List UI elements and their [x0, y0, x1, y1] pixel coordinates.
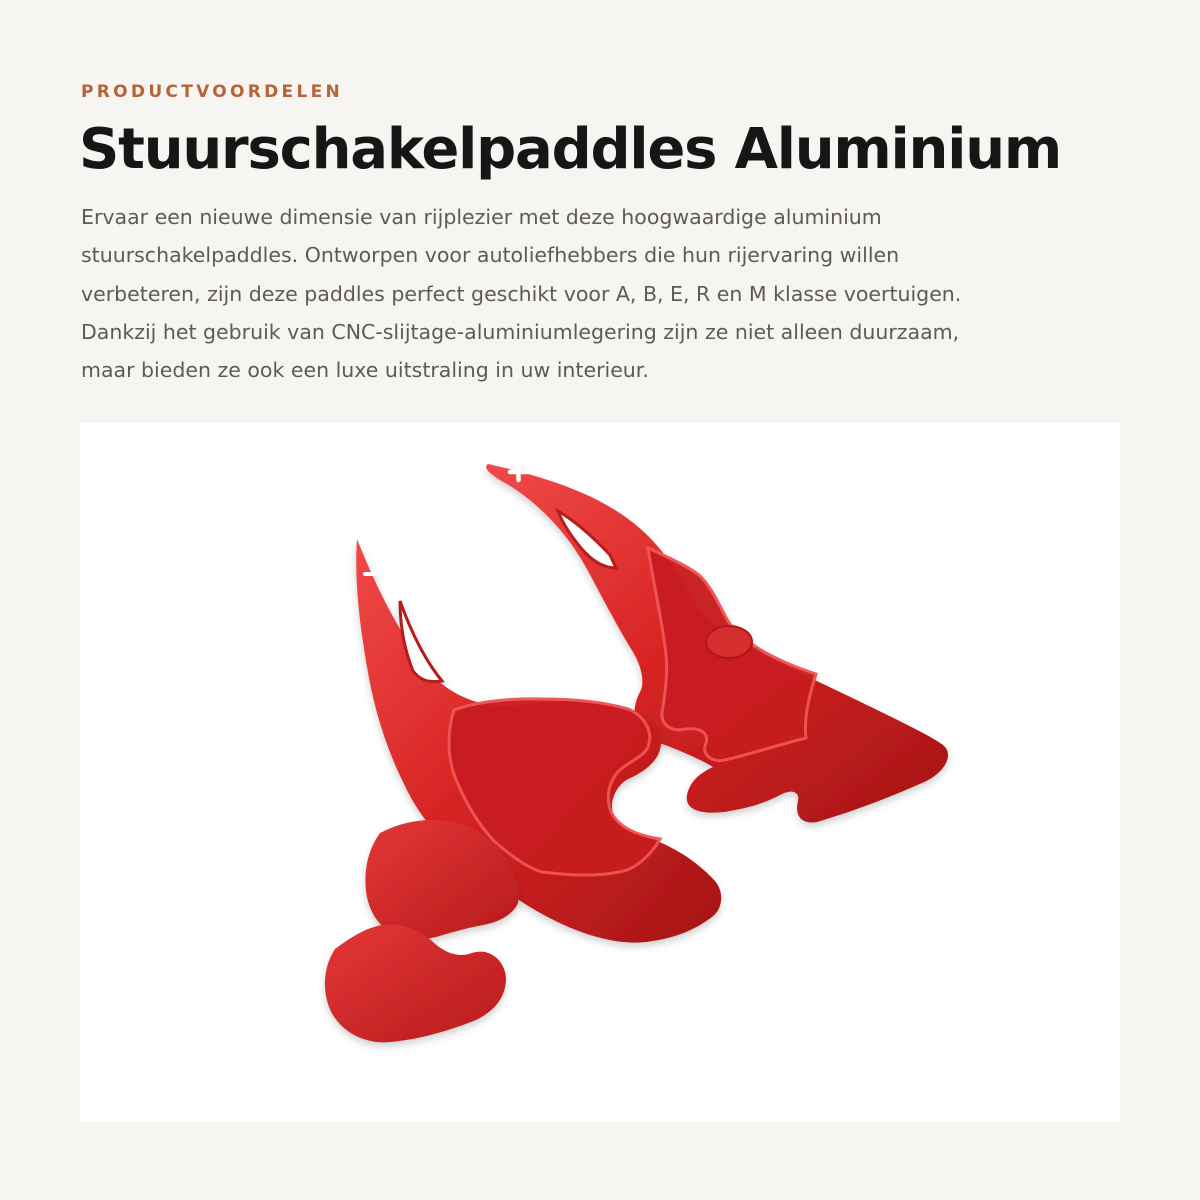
- description-line-2: stuurschakelpaddles. Ontworpen voor autoliefhebbers die hun rijervaring willen: [81, 243, 900, 268]
- product-image: [80, 423, 1120, 1122]
- section-eyebrow: PRODUCTVOORDELEN: [81, 82, 344, 102]
- shift-paddles-photo: [80, 423, 1120, 1122]
- right-paddle-dimple: [706, 626, 752, 658]
- description-line-3: verbeteren, zijn deze paddles perfect geschikt voor A, B, E, R en M klasse voertuigen.: [81, 281, 962, 306]
- description-line-1: Ervaar een nieuwe dimensie van rijplezier met deze hoogwaardige aluminium: [81, 205, 882, 229]
- description-line-5: maar bieden ze ook een luxe uitstraling in uw interieur.: [81, 358, 649, 383]
- product-description: [81, 198, 1131, 389]
- product-title: Stuurschakelpaddles Aluminium: [79, 117, 1062, 182]
- description-line-4: Dankzij het gebruik van CNC-slijtage-aluminiumlegering zijn ze niet alleen duurzaam,: [81, 319, 960, 344]
